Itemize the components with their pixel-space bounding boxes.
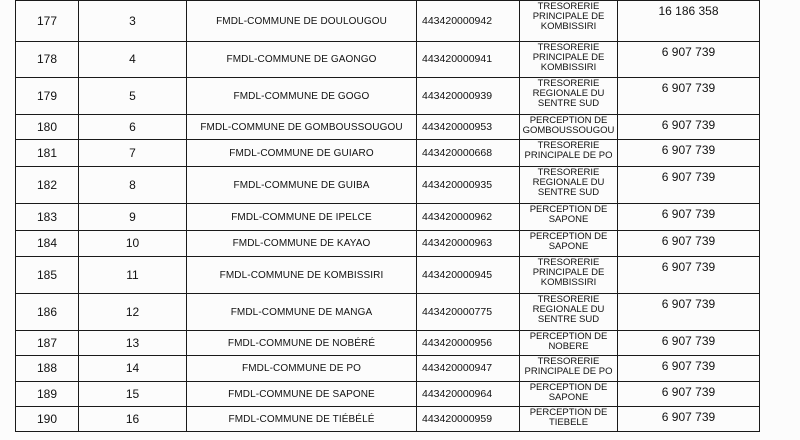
commune-name-cell: FMDL-COMMUNE DE GAONGO xyxy=(187,42,417,78)
treasury-office-line: KOMBISSIRI xyxy=(540,277,597,288)
treasury-office-line: PERCEPTION DE xyxy=(529,115,608,126)
table-row xyxy=(16,407,760,432)
row-index-cell: 7 xyxy=(79,140,187,167)
row-index-cell: 16 xyxy=(79,407,187,432)
amount-cell: 6 907 739 xyxy=(618,382,760,407)
row-number-cell: 180 xyxy=(16,115,79,140)
commune-name-cell: FMDL-COMMUNE DE KOMBISSIRI xyxy=(187,257,417,294)
treasury-office-line: PERCEPTION DE xyxy=(529,231,608,242)
row-number-cell: 185 xyxy=(16,257,79,294)
account-number-cell: 443420000935 xyxy=(417,167,520,204)
account-number-cell: 443420000962 xyxy=(417,204,520,231)
table-row xyxy=(16,356,760,382)
account-number-cell: 443420000941 xyxy=(417,42,520,78)
amount-cell: 6 907 739 xyxy=(618,231,760,257)
amount-cell: 6 907 739 xyxy=(618,115,760,140)
account-number-cell: 443420000964 xyxy=(417,382,520,407)
treasury-office-line: TRESORERIE xyxy=(537,42,600,53)
amount-cell: 6 907 739 xyxy=(618,294,760,331)
treasury-office-cell xyxy=(520,42,618,78)
table-row xyxy=(16,382,760,407)
treasury-office-line: PERCEPTION DE xyxy=(529,331,608,342)
commune-name-cell: FMDL-COMMUNE DE NOBÉRÉ xyxy=(187,331,417,356)
treasury-office-line: REGIONALE DU xyxy=(532,177,605,188)
treasury-office-line: PERCEPTION DE xyxy=(529,407,608,418)
commune-name-cell: FMDL-COMMUNE DE SAPONE xyxy=(187,382,417,407)
amount-cell: 6 907 739 xyxy=(618,356,760,382)
commune-name-cell: FMDL-COMMUNE DE TIÉBÉLÉ xyxy=(187,407,417,432)
account-number-cell: 443420000953 xyxy=(417,115,520,140)
account-number-cell: 443420000942 xyxy=(417,1,520,42)
treasury-office-cell xyxy=(520,231,618,257)
account-number-cell: 443420000775 xyxy=(417,294,520,331)
row-index-cell: 10 xyxy=(79,231,187,257)
treasury-office-line: SAPONE xyxy=(548,241,589,252)
account-number-cell: 443420000947 xyxy=(417,356,520,382)
amount-cell: 6 907 739 xyxy=(618,78,760,115)
amount-cell: 6 907 739 xyxy=(618,204,760,231)
treasury-office-line: TRESORERIE xyxy=(537,167,600,178)
treasury-office-line: TRESORERIE xyxy=(537,294,600,305)
treasury-office-line: PRINCIPALE DE PO xyxy=(524,150,613,161)
row-number-cell: 190 xyxy=(16,407,79,432)
treasury-office-cell xyxy=(520,407,618,432)
amount-cell: 6 907 739 xyxy=(618,42,760,78)
amount-cell: 6 907 739 xyxy=(618,167,760,204)
treasury-office-line: PERCEPTION DE xyxy=(529,382,608,393)
commune-name-cell: FMDL-COMMUNE DE GOMBOUSSOUGOU xyxy=(187,115,417,140)
row-number-cell: 187 xyxy=(16,331,79,356)
treasury-office-line: TIEBELE xyxy=(548,417,589,428)
table-row xyxy=(16,231,760,257)
row-number-cell: 183 xyxy=(16,204,79,231)
row-index-cell: 13 xyxy=(79,331,187,356)
treasury-office-cell xyxy=(520,257,618,294)
treasury-office-cell xyxy=(520,140,618,167)
account-number-cell: 443420000668 xyxy=(417,140,520,167)
account-number-cell: 443420000945 xyxy=(417,257,520,294)
commune-name-cell: FMDL-COMMUNE DE DOULOUGOU xyxy=(187,1,417,42)
treasury-office-line: REGIONALE DU xyxy=(532,304,605,315)
treasury-office-cell xyxy=(520,167,618,204)
commune-name-cell: FMDL-COMMUNE DE KAYAO xyxy=(187,231,417,257)
treasury-office-line: TRESORERIE xyxy=(537,78,600,89)
amount-cell: 6 907 739 xyxy=(618,407,760,432)
treasury-office-line: TRESORERIE xyxy=(537,140,600,151)
commune-name-cell: FMDL-COMMUNE DE PO xyxy=(187,356,417,382)
treasury-office-line: GOMBOUSSOUGOU xyxy=(522,125,615,136)
account-number-cell: 443420000956 xyxy=(417,331,520,356)
row-number-cell: 189 xyxy=(16,382,79,407)
treasury-office-line: SAPONE xyxy=(548,392,589,403)
row-index-cell: 6 xyxy=(79,115,187,140)
treasury-office-line: SENTRE SUD xyxy=(537,98,600,109)
table-row xyxy=(16,204,760,231)
table-row xyxy=(16,42,760,78)
row-number-cell: 184 xyxy=(16,231,79,257)
row-number-cell: 181 xyxy=(16,140,79,167)
treasury-office-cell xyxy=(520,382,618,407)
treasury-office-line: TRESORERIE xyxy=(537,257,600,268)
treasury-office-cell xyxy=(520,294,618,331)
treasury-office-line: PRINCIPALE DE xyxy=(532,52,605,63)
commune-name-cell: FMDL-COMMUNE DE GUIBA xyxy=(187,167,417,204)
table-row xyxy=(16,257,760,294)
row-index-cell: 11 xyxy=(79,257,187,294)
treasury-office-line: REGIONALE DU xyxy=(532,88,605,99)
treasury-office-line: TRESORERIE xyxy=(537,1,600,12)
row-index-cell: 9 xyxy=(79,204,187,231)
table-row xyxy=(16,294,760,331)
table-row xyxy=(16,167,760,204)
row-number-cell: 182 xyxy=(16,167,79,204)
treasury-office-line: SENTRE SUD xyxy=(537,314,600,325)
row-number-cell: 178 xyxy=(16,42,79,78)
amount-cell: 6 907 739 xyxy=(618,331,760,356)
treasury-office-line: PRINCIPALE DE PO xyxy=(524,366,613,377)
account-number-cell: 443420000959 xyxy=(417,407,520,432)
treasury-office-line: SENTRE SUD xyxy=(537,187,600,198)
row-index-cell: 8 xyxy=(79,167,187,204)
treasury-office-line: PRINCIPALE DE xyxy=(532,267,605,278)
row-number-cell: 188 xyxy=(16,356,79,382)
table-row xyxy=(16,115,760,140)
treasury-office-line: PRINCIPALE DE xyxy=(532,11,605,22)
allocation-table xyxy=(15,0,760,432)
treasury-office-cell xyxy=(520,204,618,231)
table-row xyxy=(16,78,760,115)
treasury-office-cell xyxy=(520,115,618,140)
table-row xyxy=(16,140,760,167)
table-row xyxy=(16,1,760,42)
treasury-office-line: KOMBISSIRI xyxy=(540,21,597,32)
treasury-office-cell xyxy=(520,1,618,42)
treasury-office-line: PERCEPTION DE xyxy=(529,204,608,215)
row-index-cell: 3 xyxy=(79,1,187,42)
account-number-cell: 443420000963 xyxy=(417,231,520,257)
row-index-cell: 15 xyxy=(79,382,187,407)
treasury-office-cell xyxy=(520,78,618,115)
table-row xyxy=(16,331,760,356)
row-index-cell: 4 xyxy=(79,42,187,78)
row-index-cell: 5 xyxy=(79,78,187,115)
treasury-office-line: SAPONE xyxy=(548,214,589,225)
row-number-cell: 186 xyxy=(16,294,79,331)
row-number-cell: 179 xyxy=(16,78,79,115)
treasury-office-cell xyxy=(520,356,618,382)
treasury-office-line: KOMBISSIRI xyxy=(540,62,597,73)
row-number-cell: 177 xyxy=(16,1,79,42)
account-number-cell: 443420000939 xyxy=(417,78,520,115)
row-index-cell: 12 xyxy=(79,294,187,331)
commune-name-cell: FMDL-COMMUNE DE IPELCE xyxy=(187,204,417,231)
amount-cell: 6 907 739 xyxy=(618,257,760,294)
amount-cell: 16 186 358 xyxy=(618,1,760,42)
commune-name-cell: FMDL-COMMUNE DE MANGA xyxy=(187,294,417,331)
treasury-office-line: TRESORERIE xyxy=(537,356,600,367)
treasury-office-cell xyxy=(520,331,618,356)
treasury-office-line: NOBERE xyxy=(548,341,589,352)
commune-name-cell: FMDL-COMMUNE DE GUIARO xyxy=(187,140,417,167)
amount-cell: 6 907 739 xyxy=(618,140,760,167)
commune-name-cell: FMDL-COMMUNE DE GOGO xyxy=(187,78,417,115)
row-index-cell: 14 xyxy=(79,356,187,382)
